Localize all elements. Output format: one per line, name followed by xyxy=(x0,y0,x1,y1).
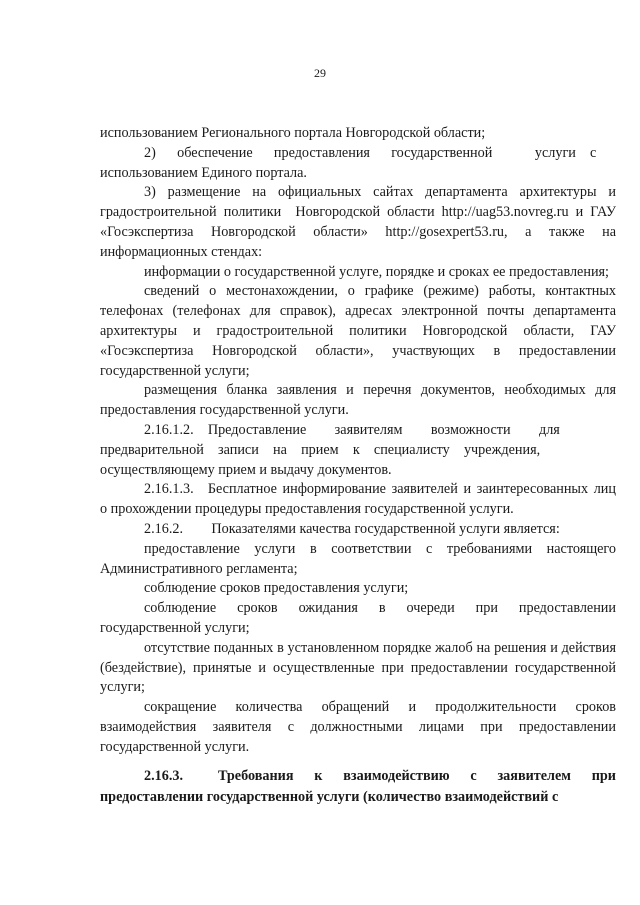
paragraph-14: сокращение количества обращений и продолжительности сроков взаимодействия заявителя с должностными лицами при предоставлении государственной услуги. xyxy=(100,699,616,755)
paragraph-2: 2) обеспечение предоставления государственной услуги с использованием Единого портала. xyxy=(100,144,597,181)
paragraph-1: использованием Регионального портала Новгородской области; xyxy=(100,125,486,141)
paragraph-3: 3) размещение на официальных сайтах департамента архитектуры и градостроительной политики Новгородской области http://uag53.novreg.ru и ГАУ «Госэкспертиза Новгородской области» http://gosexpert53.ru, а также на информационных стендах: xyxy=(100,184,616,260)
paragraph-7: 2.16.1.2. Предоставление заявителям возможности для предварительной записи на прием к специалисту учреждения, осуществляющему прием и выдачу документов. xyxy=(100,421,560,478)
paragraph-11: соблюдение сроков предоставления услуги; xyxy=(144,580,409,597)
paragraph-12: соблюдение сроков ожидания в очереди при предоставлении государственной услуги; xyxy=(100,600,616,636)
section-heading xyxy=(100,766,616,808)
paragraph-5: сведений о местонахождении, о графике (режиме) работы, контактных телефонах (телефонах для справок), адресах электронной почты департамента архитектуры и градостроительной политики Новгородской области, ГАУ «Госэкспертиза Новгородской области», участвующих в предоставлении государственной услуги; xyxy=(100,283,616,379)
page-number: 29 xyxy=(314,66,326,80)
paragraph-4: информации о государственной услуге, порядке и сроках ее предоставления; xyxy=(144,263,609,280)
section-heading-text: 2.16.3. Требования к взаимодействию с заявителем при предоставлении государственной услуги (количество взаимодействий с xyxy=(100,768,616,805)
paragraph-13: отсутствие поданных в установленном порядке жалоб на решения и действия (бездействие), принятые и осуществленные при предоставлении государственной услуги; xyxy=(100,639,616,696)
document-body xyxy=(100,124,616,758)
paragraph-8: 2.16.1.3. Бесплатное информирование заявителей и заинтересованных лиц о прохождении процедуры предоставления государственной услуги. xyxy=(100,481,616,518)
paragraph-10: предоставление услуги в соответствии с требованиями настоящего Административного регламента; xyxy=(100,540,616,577)
paragraph-9: 2.16.2. Показателями качества государственной услуги является: xyxy=(144,520,560,537)
paragraph-6: размещения бланка заявления и перечня документов, необходимых для предоставления государственной услуги. xyxy=(100,382,616,419)
